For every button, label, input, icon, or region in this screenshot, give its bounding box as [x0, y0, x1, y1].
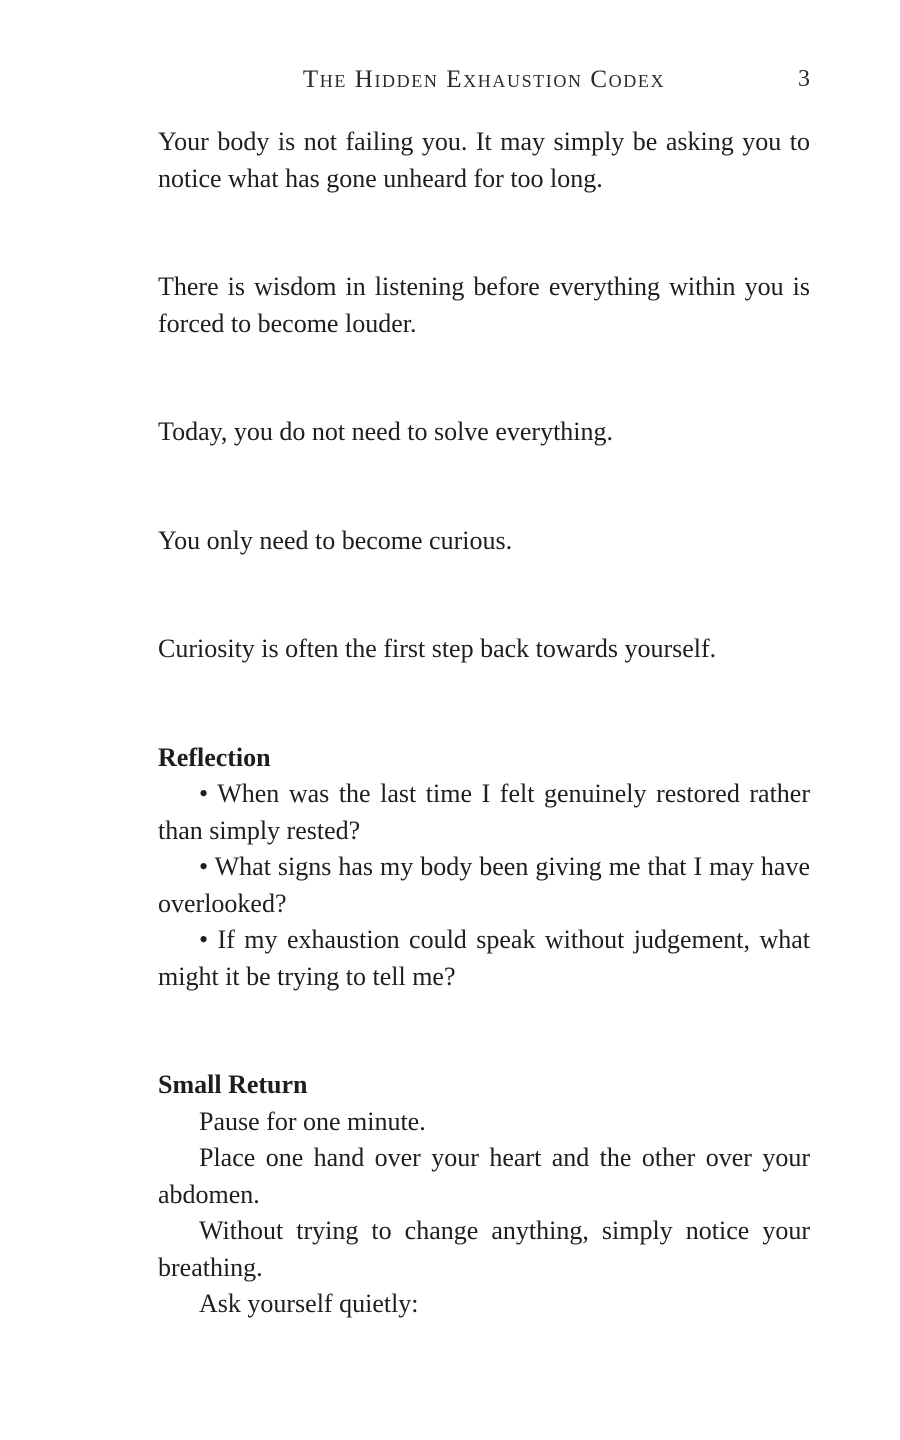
body-paragraph: Today, you do not need to solve everything. — [158, 417, 614, 446]
running-title: The Hidden Exhaustion Codex — [302, 66, 666, 93]
body-paragraph: You only need to become curious. — [158, 525, 513, 555]
small-return-section — [158, 1067, 810, 1323]
body-paragraph: Curiosity is often the first step back towards yourself. — [158, 634, 717, 663]
reflection-section — [158, 740, 810, 996]
page-body — [158, 124, 810, 1323]
small-return-line: Pause for one minute. — [199, 1106, 426, 1136]
small-return-line: Ask yourself quietly: — [199, 1289, 419, 1318]
reflection-question: • What signs has my body been giving me that I may have overlooked? — [158, 852, 810, 918]
page-number: 3 — [798, 66, 810, 92]
body-paragraph: There is wisdom in listening before everything within you is forced to become louder. — [158, 272, 810, 338]
small-return-line: Place one hand over your heart and the other over your abdomen. — [158, 1143, 810, 1209]
page-header — [158, 66, 810, 98]
body-paragraph: Your body is not failing you. It may simply be asking you to notice what has gone unheard for too long. — [158, 127, 810, 193]
small-return-heading: Small Return — [158, 1070, 308, 1099]
reflection-question: • If my exhaustion could speak without judgement, what might it be trying to tell me? — [158, 925, 810, 991]
small-return-line: Without trying to change anything, simply notice your breathing. — [158, 1216, 810, 1282]
reflection-heading: Reflection — [158, 742, 271, 772]
reflection-question: • When was the last time I felt genuinely restored rather than simply rested? — [158, 779, 810, 845]
